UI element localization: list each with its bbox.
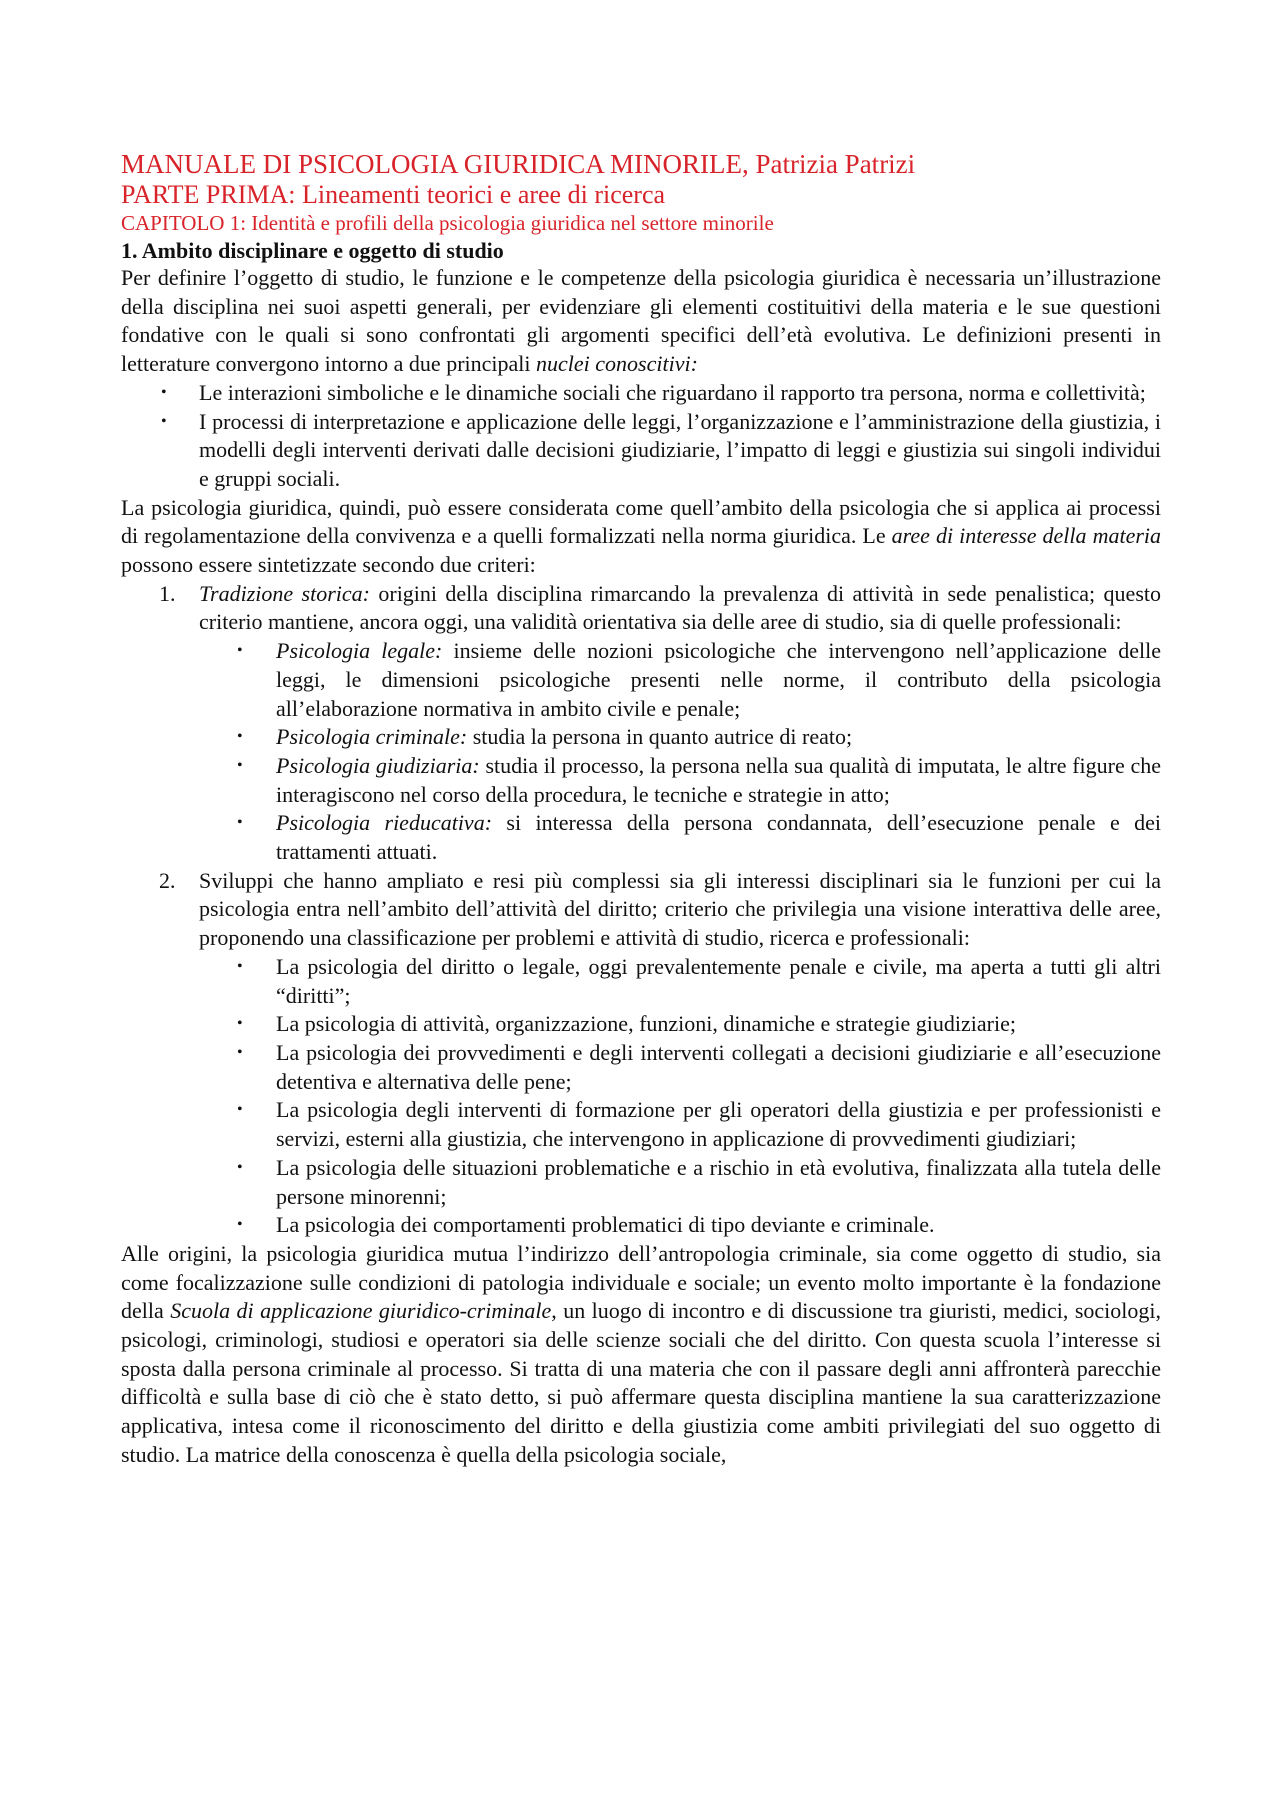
list-item-emphasis: Psicologia rieducativa: — [276, 810, 493, 836]
bullet-icon: • — [161, 383, 167, 401]
criterion-emphasis: Tradizione storica: — [199, 580, 370, 606]
bullet-icon: • — [237, 1015, 243, 1033]
bullet-icon: • — [237, 642, 243, 660]
document-page — [121, 148, 1161, 1470]
list-item — [121, 1010, 1161, 1039]
criteria-list — [121, 580, 1161, 637]
list-number: 2. — [159, 867, 176, 893]
bullet-icon: • — [237, 1158, 243, 1176]
bullet-icon: • — [161, 412, 167, 430]
list-item-text: La psicologia degli interventi di formazione per gli operatori della giustizia e per professionisti e servizi, esterni alla giustizia, che intervengono in applicazione di provvedimenti giudiziari; — [276, 1097, 1161, 1152]
list-item-text: La psicologia dei comportamenti problematici di tipo deviante e criminale. — [276, 1212, 935, 1238]
list-item-text: si interessa della persona condannata, dell’esecuzione penale e dei trattamenti attuati. — [276, 810, 1162, 865]
list-item — [121, 1096, 1161, 1153]
list-item-text: La psicologia dei provvedimenti e degli interventi collegati a decisioni giudiziarie e all’esecuzione detentiva e alternativa delle pene; — [276, 1039, 1161, 1094]
list-item — [121, 809, 1161, 866]
paragraph-2-text-end: possono essere sintetizzate secondo due criteri: — [121, 552, 536, 578]
list-number: 1. — [159, 580, 176, 606]
list-item-text: La psicologia di attività, organizzazione, funzioni, dinamiche e strategie giudiziarie; — [276, 1011, 1016, 1037]
list-item-emphasis: Psicologia legale: — [276, 638, 443, 664]
bullet-icon: • — [237, 756, 243, 774]
criterion-item — [121, 867, 1161, 953]
bullet-icon: • — [237, 1101, 243, 1119]
paragraph-2-emphasis: aree di interesse della materia — [891, 523, 1162, 549]
intro-emphasis: nuclei conoscitivi: — [536, 351, 698, 377]
section-heading: 1. Ambito disciplinare e oggetto di studio — [121, 238, 504, 263]
criterion-item — [121, 580, 1161, 637]
list-item-emphasis: Psicologia giudiziaria: — [276, 752, 480, 778]
list-item-text: Le interazioni simboliche e le dinamiche sociali che riguardano il rapporto tra persona, norma e collettività; — [199, 379, 1146, 405]
list-item-text: studia la persona in quanto autrice di reato; — [467, 724, 853, 750]
list-item — [121, 1039, 1161, 1096]
bullet-icon: • — [237, 1043, 243, 1061]
list-item-emphasis: Psicologia criminale: — [276, 724, 468, 750]
bullet-icon: • — [237, 728, 243, 746]
list-item-text: I processi di interpretazione e applicazione delle leggi, l’organizzazione e l’amministrazione della giustizia, i modelli degli interventi derivati dalle decisioni giudiziarie, l’impatto di leggi e giustizia sui singoli individui e gruppi sociali. — [199, 408, 1161, 491]
criterion2-sublist — [121, 953, 1161, 1240]
list-item — [121, 1211, 1161, 1240]
list-item — [121, 408, 1161, 494]
list-item — [121, 953, 1161, 1010]
list-item — [121, 1154, 1161, 1211]
list-item — [121, 752, 1161, 809]
list-item-text: La psicologia del diritto o legale, oggi prevalentemente penale e civile, ma aperta a tutti gli altri “diritti”; — [276, 953, 1161, 1008]
criterion1-sublist — [121, 637, 1161, 867]
list-item — [121, 723, 1161, 752]
part-title: PARTE PRIMA: Lineamenti teorici e aree di ricerca — [121, 180, 666, 209]
list-item — [121, 379, 1161, 408]
paragraph-3-text-end: , un luogo di incontro e di discussione tra giuristi, medici, sociologi, psicologi, criminologi, studiosi e operatori sia delle scienze sociali che del diritto. Con questa scuola l’interesse si sposta dalla persona criminale al processo. Si tratta di una materia che con il passare degli anni affronterà parecchie difficoltà e sulla base di ciò che è stato detto, si può affermare questa disciplina mantiene la sua caratterizzazione applicativa, intesa come il riconoscimento del diritto e della giustizia come ambiti privilegiati del suo oggetto di studio. La matrice della conoscenza è quella della psicologia sociale, — [121, 1298, 1161, 1467]
paragraph-2 — [121, 494, 1161, 580]
paragraph-3 — [121, 1240, 1161, 1470]
list-item — [121, 637, 1161, 723]
bullet-icon: • — [237, 957, 243, 975]
paragraph-3-text: Alle origini, la psicologia giuridica mutua l’indirizzo dell’antropologia criminale, sia come oggetto di studio, sia come focalizzazione sulle condizioni di patologia individuale e sociale; un evento molto importante è la fondazione della — [121, 1240, 1161, 1324]
bullet-icon: • — [237, 1216, 243, 1234]
paragraph-3-emphasis: Scuola di applicazione giuridico-criminale — [170, 1298, 552, 1324]
document-title: MANUALE DI PSICOLOGIA GIURIDICA MINORILE, Patrizia Patrizi — [121, 149, 916, 179]
list-item-text: studia il processo, la persona nella sua qualità di imputata, le altre figure che interagiscono nel corso della procedura, le tecniche e strategie in atto; — [276, 752, 1161, 807]
criteria-list-2 — [121, 867, 1161, 953]
bullet-icon: • — [237, 814, 243, 832]
paragraph-2-text: La psicologia giuridica, quindi, può essere considerata come quell’ambito della psicologia che si applica ai processi di regolamentazione della convivenza e a quelli formalizzati nella norma giuridica. Le — [121, 494, 1161, 549]
criterion-text: origini della disciplina rimarcando la prevalenza di attività in sede penalistica; questo criterio mantiene, ancora oggi, una validità orientativa sia delle aree di studio, sia di quelle professionali: — [199, 580, 1161, 635]
list-item-text: La psicologia delle situazioni problematiche e a rischio in età evolutiva, finalizzata alla tutela delle persone minorenni; — [276, 1154, 1161, 1209]
intro-paragraph — [121, 264, 1161, 379]
intro-text: Per definire l’oggetto di studio, le funzione e le competenze della psicologia giuridica è necessaria un’illustrazione della disciplina nei suoi aspetti generali, per evidenziare gli elementi costituitivi della materia e le sue questioni fondative con le quali si sono confrontati gli argomenti specifici dell’età evolutiva. Le definizioni presenti in letterature convergono intorno a due principali — [121, 265, 1161, 377]
chapter-title: CAPITOLO 1: Identità e profili della psicologia giuridica nel settore minorile — [121, 211, 774, 235]
criterion-text: Sviluppi che hanno ampliato e resi più complessi sia gli interessi disciplinari sia le funzioni per cui la psicologia entra nell’ambito dell’attività del diritto; criterio che privilegia una visione interattiva delle aree, proponendo una classificazione per problemi e attività di studio, ricerca e professionali: — [199, 867, 1161, 951]
nuclei-list — [121, 379, 1161, 494]
list-item-text: insieme delle nozioni psicologiche che intervengono nell’applicazione delle leggi, le dimensioni psicologiche presenti nelle norme, il contributo della psicologia all’elaborazione normativa in ambito civile e penale; — [276, 638, 1162, 721]
